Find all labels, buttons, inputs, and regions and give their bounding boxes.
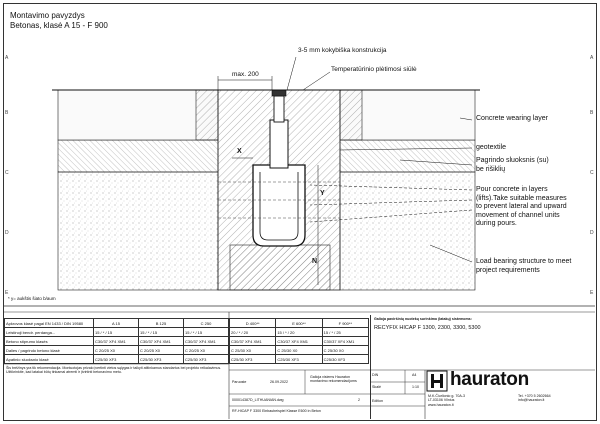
table-cell: C25/30 XF3 bbox=[230, 355, 276, 364]
scale-value: 1:10 bbox=[412, 385, 419, 389]
grid-letter-c-right: C bbox=[590, 170, 594, 176]
table-header: Apkrovos klasė pagal EN 1433 / DIN 19580 bbox=[5, 319, 94, 328]
table-cell: Apatinio sluoksnio klasė bbox=[5, 355, 94, 364]
table-cell: Betono stiprumo klasės bbox=[5, 337, 94, 346]
callout-max-200: max. 200 bbox=[232, 71, 259, 78]
title-line-1: Montavimo pavyzdys bbox=[10, 11, 85, 20]
table-cell: Dalies / pagrindo betono klasė bbox=[5, 346, 94, 355]
table-cell: C25/30 XF3 bbox=[94, 355, 139, 364]
callout-load-line-2: project requirements bbox=[476, 266, 540, 274]
title-line-2: Betonas, klasė A 15 - F 900 bbox=[10, 21, 108, 30]
prepared-date: 26.09.2022 bbox=[270, 380, 288, 384]
info-heading: Galioja paviršinių nuotekų surinkimo (latakų) sistemoms: bbox=[374, 317, 472, 321]
table-header: A 15 bbox=[94, 319, 139, 328]
table-cell: 20 / * / 20 bbox=[230, 328, 276, 337]
drawing-name: RF-HICAP F 3300 Einbaubeispiel Klasse E600 in Beton bbox=[232, 409, 321, 413]
address-line-3: www.hauraton.lt bbox=[428, 402, 454, 407]
table-cell: C30/37 XF4 XM1 bbox=[184, 337, 229, 346]
table-header: C 250 bbox=[184, 319, 229, 328]
address-line-2: LT-03106 Vilnius bbox=[428, 398, 455, 403]
table-cell: C25/30 XF3 bbox=[184, 355, 229, 364]
table-cell: C30/37 XF4 XM1 bbox=[276, 337, 322, 346]
edition-label: Edition bbox=[372, 399, 383, 403]
info-desc-line-2: montavimo rekomendacijoms bbox=[310, 379, 357, 384]
table-notes: Šis brėžinys yra tik rekomendacija. Montuotojas privalo įvertinti vietos sąlygas ir taikyti atitinkamus standartus bei projekto reikalavimus. Užtikrinkite, kad latakai būtų tinkamai atremti ir įtvirtinti betonavimo metu. bbox=[6, 366, 222, 375]
footnote: * y= aukštis šiato b/aum bbox=[8, 296, 56, 301]
callout-base-line-1: Pagrindo sluoksnis (su) bbox=[476, 157, 549, 164]
phone: Tel. +370 5 2602664 bbox=[518, 394, 551, 398]
info-desc-line-1: Galioja visiems Hauraton bbox=[310, 375, 350, 379]
drawing-file: 000014387D_LITHUANIAN.dwg bbox=[232, 398, 284, 402]
callout-base-line-2: be rišiklių bbox=[476, 165, 506, 173]
din-label: DIN bbox=[372, 373, 379, 377]
table-cell: 15 / * / 25 bbox=[322, 328, 368, 337]
grid-letter-c: C bbox=[5, 170, 9, 176]
table-cell: C25/30 XF3 bbox=[139, 355, 184, 364]
info-product: RECYFIX HICAP F 1300, 2300, 3300, 5300 bbox=[374, 325, 481, 332]
table-cell: 15 / * / 15 bbox=[184, 328, 229, 337]
callout-pour-line-1: Pour concrete in layers bbox=[476, 186, 548, 193]
table-cell: Leistinoji bendr. perdanga... bbox=[5, 328, 94, 337]
table-cell: C 20/25 X0 bbox=[94, 346, 139, 355]
grid-letter-b: B bbox=[5, 110, 9, 116]
dim-x: X bbox=[237, 148, 242, 155]
callout-pour-line-5: during pours. bbox=[476, 220, 517, 227]
table-cell: C 20/25 X0 bbox=[139, 346, 184, 355]
table-header: D 400** bbox=[230, 319, 276, 328]
callout-construction: 3-5 mm kokybiška konstrukcija bbox=[298, 47, 387, 54]
callout-wearing-layer: Concrete wearing layer bbox=[476, 115, 548, 122]
prepared-label: Paruoste bbox=[232, 380, 247, 384]
grid-letter-b-right: B bbox=[590, 110, 594, 116]
email: info@hauraton.lt bbox=[518, 398, 545, 403]
table-cell: C 25/30 X0 bbox=[322, 346, 368, 355]
grid-letter-d-right: D bbox=[590, 230, 594, 236]
grid-letter-a-right: A bbox=[590, 55, 594, 61]
table-cell: C 25/30 X0 bbox=[230, 346, 276, 355]
callout-seam: Temperatūrinio plėtimosi siūlė bbox=[331, 66, 417, 73]
table-cell: C30/37 XF4 XM1 bbox=[230, 337, 276, 346]
callout-pour-line-4: movement of channel units bbox=[476, 211, 560, 219]
grid-letter-a: A bbox=[5, 55, 9, 61]
grid-letter-d: D bbox=[5, 230, 9, 236]
dim-n: N bbox=[312, 258, 318, 265]
callout-load-line-1: Load bearing structure to meet bbox=[476, 258, 572, 265]
table-cell: C30/37 XF4 XM1 bbox=[322, 337, 368, 346]
hauraton-logo-text: hauraton bbox=[450, 369, 529, 390]
din-value: A4 bbox=[412, 373, 417, 377]
table-cell: 15 / * / 15 bbox=[139, 328, 184, 337]
grid-letter-e-right: E bbox=[590, 290, 594, 296]
dim-y: Y bbox=[320, 190, 325, 197]
table-cell: C30/37 XF4 XM1 bbox=[139, 337, 184, 346]
table-header: F 900** bbox=[322, 319, 368, 328]
scale-label: Skalė bbox=[372, 385, 381, 389]
sheet-number: 2 bbox=[358, 398, 360, 402]
table-cell: C 25/30 X0 bbox=[276, 346, 322, 355]
table-cell: C25/30 XF3 bbox=[276, 355, 322, 364]
table-header: B 125 bbox=[139, 319, 184, 328]
callout-pour-line-2: (lifts).Take suitable measures bbox=[476, 194, 567, 202]
callout-geotextile: geotextile bbox=[476, 144, 506, 151]
table-cell: C25/30 XF3 bbox=[322, 355, 368, 364]
table-cell: C30/37 XF4 XM1 bbox=[94, 337, 139, 346]
table-cell: C 20/25 X0 bbox=[184, 346, 229, 355]
table-cell: 15 / * / 15 bbox=[94, 328, 139, 337]
address-line-1: M.K.Čiurlionio g. 70A-3 bbox=[428, 394, 465, 398]
table-header: E 600** bbox=[276, 319, 322, 328]
callout-pour-line-3: to prevent lateral and upward bbox=[476, 203, 567, 210]
table-cell: 15 / * / 20 bbox=[276, 328, 322, 337]
grid-letter-e: E bbox=[5, 290, 9, 296]
